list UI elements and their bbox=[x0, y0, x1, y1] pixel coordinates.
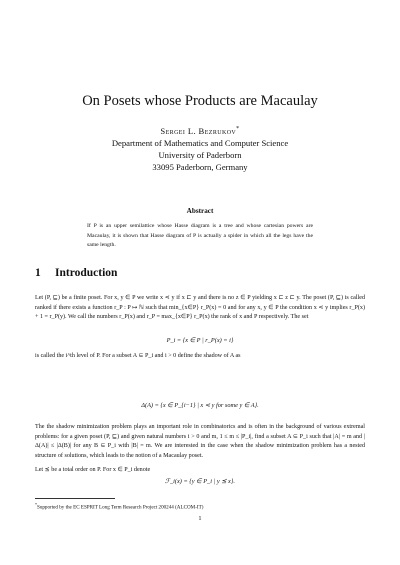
abstract-text: If P is an upper semilattice whose Hasse diagram is a tree and whose cartesian powers are Macaulay, it is shown that Hasse diagram of P is actually a spider in which all the legs have the same length. bbox=[87, 223, 313, 249]
author-name bbox=[0, 126, 400, 136]
abstract-heading: Abstract bbox=[186, 207, 214, 215]
footnote-text: Supported by the EC ESPRIT Long Term Research Project 200244 (ALCOM-IT) bbox=[37, 504, 204, 511]
display-initial-segment: ℱ_i(x) = {y ∈ P_i | y ⪯ x}. bbox=[165, 478, 235, 485]
affiliation-department: Department of Mathematics and Computer Science bbox=[111, 138, 289, 148]
affiliation-city: 33095 Paderborn, Germany bbox=[152, 162, 248, 172]
section-title: Introduction bbox=[55, 267, 118, 279]
affiliation-university: University of Paderborn bbox=[158, 150, 242, 160]
paragraph-shadow-problem: The the shadow minimization problem plays an important role in combinatorics and is often in the background of various extremal problems: for a given poset (P, ⊑) and given natural numbers i > 0 and m, 1 ≤ m ≤ |P_i|, find a subset A ⊆ P_i such that |A| = m and |Δ(A)| ≤ |Δ(B)| for any B ⊆ P_i with |B| = m. We are interested in the case when the shadow minimization problem has a nested structure of solutions, which leads to the notion of a Macaulay poset. bbox=[35, 424, 365, 459]
paragraph-ranked-poset: Let (P, ⊑) be a finite poset. For x, y ∈ P we write x ⋖ y if x ⊏ y and there is no z ∈ P yielding x ⊏ z ⊏ y. The poset (P, ⊑) is called ranked if there exists a function r_P : P ↦ ℕ such that min_{x∈P} r_P(x) = 0 and for any x, y ∈ P the condition x ⋖ y implies r_P(x) + 1 = r_P(y). We call the numbers r_P(x) and r_P = max_{x∈P} r_P(x) the rank of x and P respectively. The set bbox=[35, 295, 365, 321]
display-shadow: Δ(A) = {x ∈ P_{i−1} | x ⋖ y for some y ∈ A}. bbox=[141, 402, 259, 409]
page-number: 1 bbox=[198, 515, 202, 522]
author-footnote-mark: * bbox=[236, 126, 240, 133]
display-level-set: P_i = {x ∈ P | r_P(x) = i} bbox=[166, 337, 234, 344]
footnote-rule bbox=[35, 498, 115, 499]
paragraph-shadow-def: is called the i^th level of P. For a subset A ⊆ P_i and i > 0 define the shadow of A as bbox=[35, 353, 241, 359]
footnote bbox=[35, 502, 365, 511]
footnote-mark: * bbox=[35, 502, 37, 507]
paragraph-total-order: Let ⪯ be a total order on P. For x ∈ P_i denote bbox=[35, 467, 151, 473]
section-number: 1 bbox=[35, 267, 41, 279]
author-name-text: Sergei L. Bezrukov bbox=[160, 126, 237, 136]
paper-title: On Posets whose Products are Macaulay bbox=[82, 93, 318, 109]
section-heading bbox=[35, 267, 117, 279]
